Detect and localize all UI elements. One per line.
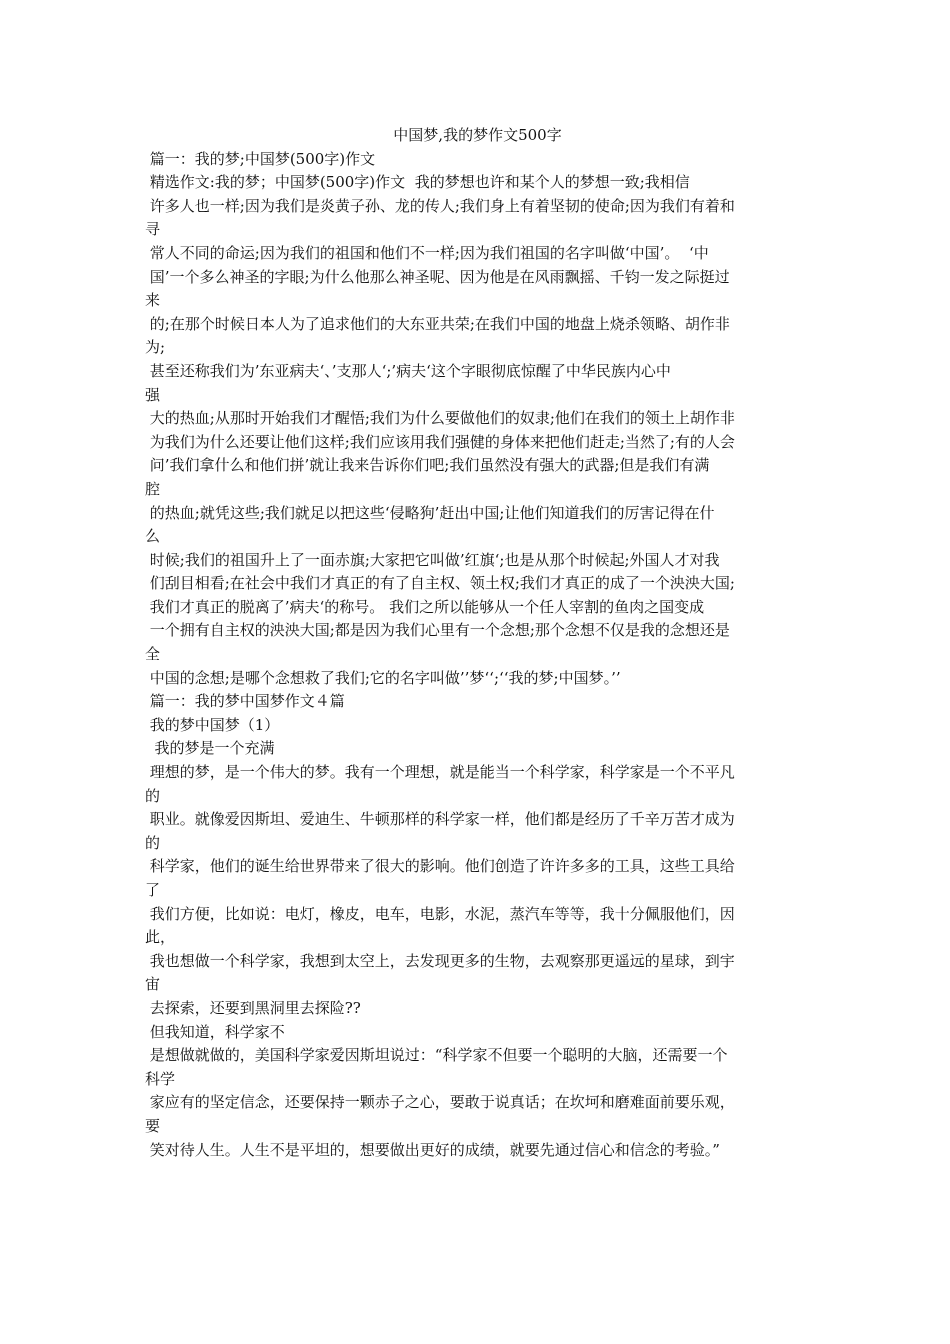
- text-line: 笑对待人生。人生不是平坦的，想要做出更好的成绩，就要先通过信心和信念的考验。”: [145, 1140, 720, 1159]
- text-line: 来: [145, 291, 161, 310]
- text-line: 的: [145, 833, 161, 852]
- text-line: 许多人也一样;因为我们是炎黄子孙、龙的传人;我们身上有着坚韧的使命;因为我们有着和: [145, 196, 735, 215]
- text-line: 强: [145, 385, 161, 404]
- text-line: 中国的念想;是哪个念想救了我们;它的名字叫做’’梦‘‘;‘‘我的梦;中国梦。’’: [145, 668, 621, 687]
- text-line: 甚至还称我们为’东亚病夫‘、’支那人‘;’病夫‘这个字眼彻底惊醒了中华民族内心中: [145, 361, 671, 380]
- text-line: 时候;我们的祖国升上了一面赤旗;大家把它叫做’红旗‘;也是从那个时候起;外国人才对我: [145, 550, 720, 569]
- text-line: 的: [145, 786, 161, 805]
- text-line: 我也想做一个科学家，我想到太空上，去发现更多的生物，去观察那更遥远的星球，到宇: [145, 951, 735, 970]
- text-line: 理想的梦，是一个伟大的梦。我有一个理想，就是能当一个科学家，科学家是一个不平凡: [145, 763, 735, 782]
- text-line: 为我们为什么还要让他们这样;我们应该用我们强健的身体来把他们赶走;当然了;有的人会: [145, 432, 735, 451]
- text-line: 问’我们拿什么和他们拼’就让我来告诉你们吧;我们虽然没有强大的武器;但是我们有满: [145, 456, 710, 475]
- text-line: 宙: [145, 975, 161, 994]
- text-line: 家应有的坚定信念，还要保持一颗赤子之心，要敢于说真话；在坎坷和磨难面前要乐观，: [145, 1093, 735, 1112]
- text-line: 科学: [145, 1069, 176, 1088]
- document-body: [145, 148, 810, 1163]
- text-line: 全: [145, 645, 161, 664]
- text-line: 去探索，还要到黑洞里去探险??: [145, 998, 361, 1017]
- text-line: 科学家，他们的诞生给世界带来了很大的影响。他们创造了许许多多的工具，这些工具给: [145, 857, 735, 876]
- text-line: 常人不同的命运;因为我们的祖国和他们不一样;因为我们祖国的名字叫做‘中国’。 ‘中: [145, 243, 709, 262]
- text-line: 我的梦中国梦（1）: [145, 715, 280, 734]
- text-line: 了: [145, 881, 161, 899]
- text-line: 但我知道，科学家不: [145, 1022, 285, 1041]
- text-line: 大的热血;从那时开始我们才醒悟;我们为什么要做他们的奴隶;他们在我们的领土上胡作非: [145, 409, 735, 428]
- text-line: 腔: [145, 479, 161, 498]
- text-line: 要: [145, 1116, 161, 1135]
- text-line: 为;: [145, 338, 166, 357]
- text-line: 我的梦是一个充满: [145, 739, 275, 758]
- document-page: [145, 124, 810, 1162]
- text-line: 我们才真正的脱离了’病夫‘的称号。 我们之所以能够从一个任人宰割的鱼肉之国变成: [145, 597, 705, 616]
- text-line: 国’一个多么神圣的字眼;为什么他那么神圣呢、因为他是在风雨飘摇、千钧一发之际挺过: [145, 267, 730, 286]
- text-line: 职业。就像爱因斯坦、爱迪生、牛顿那样的科学家一样，他们都是经历了千辛万苦才成为: [145, 810, 735, 829]
- document-title: 中国梦,我的梦作文500字: [393, 126, 562, 144]
- text-line: 的;在那个时候日本人为了追求他们的大东亚共荣;在我们中国的地盘上烧杀领略、胡作非: [145, 314, 730, 333]
- text-line: 我们方便，比如说：电灯，橡皮，电车，电影，水泥，蒸汽车等等，我十分佩服他们，因: [145, 904, 735, 923]
- text-line: 此，: [145, 928, 176, 947]
- text-line: 篇一：我的梦中国梦作文４篇: [145, 692, 345, 711]
- text-line: 们刮目相看;在社会中我们才真正的有了自主权、领土权;我们才真正的成了一个泱泱大国;: [145, 574, 735, 593]
- text-line: 是想做就做的，美国科学家爱因斯坦说过：“科学家不但要一个聪明的大脑，还需要一个: [145, 1046, 728, 1065]
- text-line: 么: [145, 527, 161, 546]
- text-line: 精选作文:我的梦；中国梦(500字)作文 我的梦想也许和某个人的梦想一致;我相信: [145, 173, 690, 192]
- text-line: 篇一：我的梦;中国梦(500字)作文: [145, 149, 376, 168]
- text-line: 一个拥有自主权的泱泱大国;都是因为我们心里有一个念想;那个念想不仅是我的念想还是: [145, 621, 730, 640]
- text-line: 寻: [145, 220, 161, 239]
- text-line: 的热血;就凭这些;我们就足以把这些‘侵略狗’赶出中国;让他们知道我们的厉害记得在什: [145, 503, 715, 522]
